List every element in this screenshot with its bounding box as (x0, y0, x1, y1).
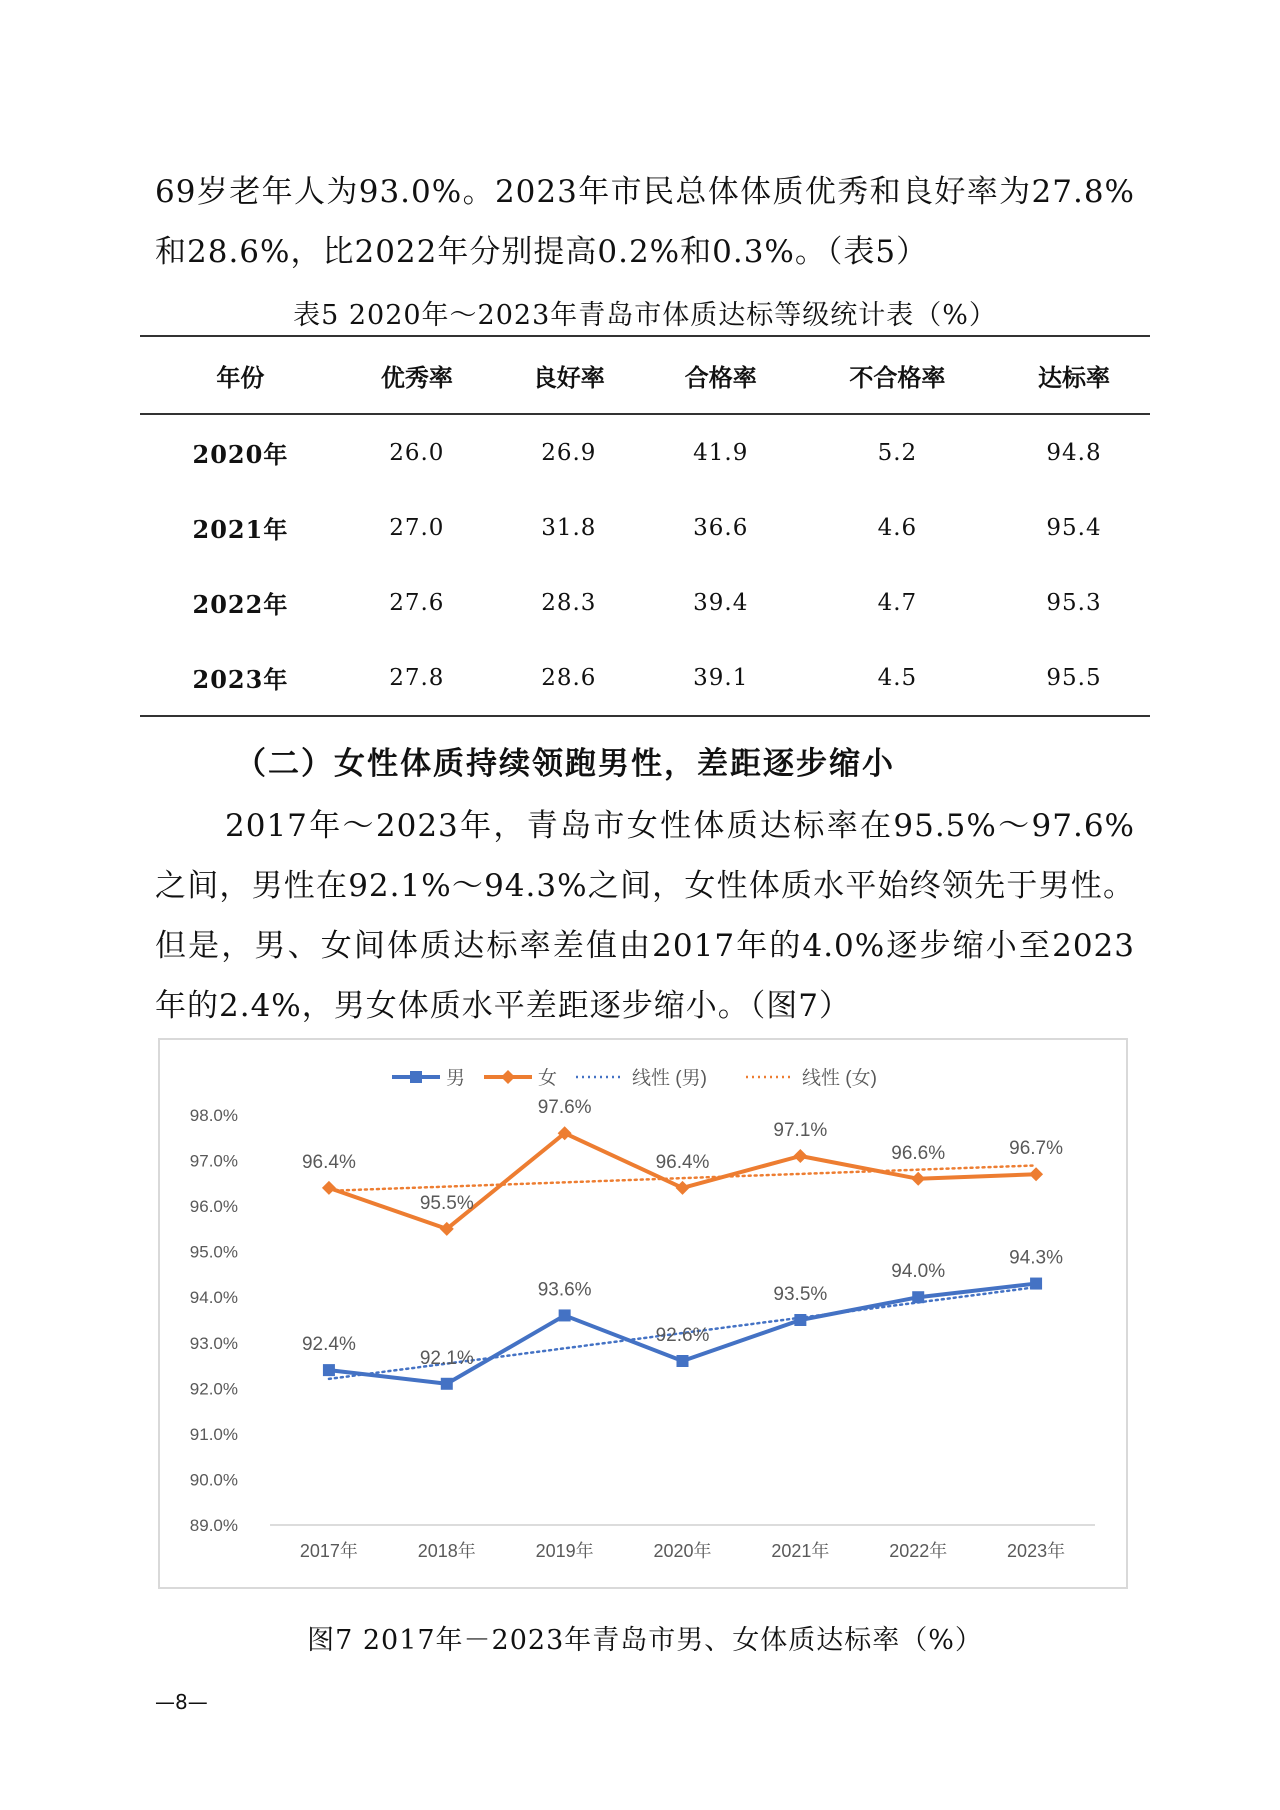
data-label-male: 92.1% (419, 1347, 474, 1369)
data-label-female: 97.1% (773, 1120, 828, 1141)
paragraph-1-line-2: 和28.6%，比2022年分别提高0.2%和0.3%。（表5） (155, 234, 929, 270)
data-label-male: 93.5% (773, 1284, 828, 1305)
cell-standard: 95.4 (1046, 514, 1102, 541)
cell-excellent: 27.6 (389, 589, 445, 616)
data-point-female (1029, 1167, 1043, 1181)
header-excellent-rate: 优秀率 (341, 336, 493, 414)
cell-fail: 4.7 (877, 589, 918, 616)
y-tick-label: 93.0% (189, 1333, 238, 1353)
cell-year: 2020年 (192, 440, 289, 469)
y-tick-label: 96.0% (189, 1197, 238, 1217)
data-label-female: 95.5% (419, 1192, 474, 1214)
header-year: 年份 (140, 336, 341, 414)
data-label-male: 94.3% (1009, 1247, 1064, 1269)
cell-good: 28.6 (493, 640, 645, 716)
y-tick-label: 89.0% (189, 1516, 238, 1535)
cell-year: 2023年 (140, 640, 341, 716)
cell-fail: 4.6 (877, 514, 918, 541)
page-number: —8— (155, 1690, 208, 1714)
table-5 (140, 335, 1150, 717)
paragraph-2 (155, 796, 1135, 1036)
x-tick-label: 2023年 (1007, 1541, 1066, 1561)
data-label-female: 97.6% (537, 1097, 592, 1119)
x-tick-label: 2019年 (535, 1541, 594, 1561)
data-point-female (793, 1149, 807, 1163)
y-tick-label: 94.0% (189, 1288, 238, 1308)
data-point-male (323, 1364, 335, 1376)
data-point-male (559, 1309, 571, 1321)
section-heading: （二）女性体质持续领跑男性，差距逐步缩小 (235, 746, 895, 782)
table-5-caption: 表5 2020年～2023年青岛市体质达标等级统计表（%） (293, 300, 997, 331)
figure-7-chart (158, 1038, 1128, 1589)
paragraph-2-line-2: 之间，男性在92.1%～94.3%之间，女性体质水平始终领先于男性。 (155, 868, 1135, 904)
data-label-female: 96.7% (1009, 1138, 1064, 1160)
data-point-male (441, 1378, 453, 1390)
paragraph-2-line-4: 年的2.4%，男女体质水平差距逐步缩小。（图7） (155, 988, 851, 1024)
line-chart (160, 1040, 1126, 1587)
data-label-female: 96.6% (891, 1142, 946, 1164)
table-header-row (140, 336, 1150, 414)
cell-standard: 95.5 (998, 640, 1150, 716)
data-point-male (677, 1355, 689, 1367)
cell-pass: 41.9 (693, 439, 749, 466)
legend-marker-male (410, 1071, 422, 1083)
x-tick-label: 2020年 (653, 1541, 712, 1561)
data-point-female (911, 1172, 925, 1186)
cell-excellent: 27.0 (389, 514, 445, 541)
data-point-male (1030, 1278, 1042, 1290)
x-tick-label: 2017年 (299, 1541, 358, 1561)
data-point-male (794, 1314, 806, 1326)
y-tick-label: 91.0% (189, 1424, 238, 1444)
data-point-female (322, 1181, 336, 1195)
figure-7-caption: 图7 2017年－2023年青岛市男、女体质达标率（%） (307, 1625, 983, 1656)
y-tick-label: 95.0% (189, 1242, 238, 1262)
data-label-female: 96.4% (655, 1151, 710, 1173)
header-good-rate: 良好率 (493, 336, 645, 414)
paragraph-2-line-3: 但是，男、女间体质达标率差值由2017年的4.0%逐步缩小至2023 (155, 928, 1135, 964)
header-fail-rate: 不合格率 (797, 336, 998, 414)
y-tick-label: 97.0% (189, 1151, 238, 1171)
cell-good: 28.3 (541, 589, 597, 616)
cell-standard: 95.3 (1046, 589, 1102, 616)
paragraph-2-line-1: 2017年～2023年，青岛市女性体质达标率在95.5%～97.6% (225, 808, 1135, 844)
data-point-male (912, 1291, 924, 1303)
y-tick-label: 92.0% (189, 1379, 238, 1399)
cell-fail: 5.2 (877, 439, 918, 466)
x-tick-label: 2018年 (417, 1541, 476, 1561)
table-row (140, 565, 1150, 640)
table-row (140, 414, 1150, 490)
cell-standard: 94.8 (1046, 439, 1102, 466)
cell-excellent: 26.0 (389, 439, 445, 466)
data-label-male: 94.0% (891, 1261, 946, 1283)
data-label-female: 96.4% (301, 1151, 356, 1173)
x-tick-label: 2021年 (771, 1541, 830, 1561)
cell-pass: 36.6 (693, 514, 749, 541)
paragraph-1 (155, 162, 1135, 282)
cell-good: 26.9 (541, 439, 597, 466)
header-standard-rate: 达标率 (998, 336, 1150, 414)
legend-label-female: 女 (538, 1068, 558, 1089)
data-point-female (676, 1181, 690, 1195)
cell-pass: 39.4 (693, 589, 749, 616)
cell-year: 2022年 (192, 590, 289, 619)
legend-label-trendline-male: 线性 (男) (632, 1068, 707, 1089)
cell-excellent: 27.8 (341, 640, 493, 716)
data-label-male: 92.4% (301, 1334, 356, 1356)
cell-pass: 39.1 (645, 640, 797, 716)
x-tick-label: 2022年 (889, 1541, 948, 1561)
legend-marker-female (501, 1070, 515, 1084)
cell-year: 2021年 (192, 515, 289, 544)
legend-label-trendline-female: 线性 (女) (802, 1068, 877, 1089)
cell-fail: 4.5 (797, 640, 998, 716)
legend-label-male: 男 (446, 1068, 466, 1089)
y-tick-label: 90.0% (189, 1470, 238, 1490)
paragraph-1-line-1: 69岁老年人为93.0%。2023年市民总体体质优秀和良好率为27.8% (155, 174, 1135, 210)
y-tick-label: 98.0% (189, 1106, 238, 1125)
cell-good: 31.8 (541, 514, 597, 541)
table-row (140, 490, 1150, 565)
data-label-male: 93.6% (537, 1279, 592, 1301)
data-label-male: 92.6% (655, 1325, 710, 1346)
header-pass-rate: 合格率 (645, 336, 797, 414)
table-row (140, 640, 1150, 716)
